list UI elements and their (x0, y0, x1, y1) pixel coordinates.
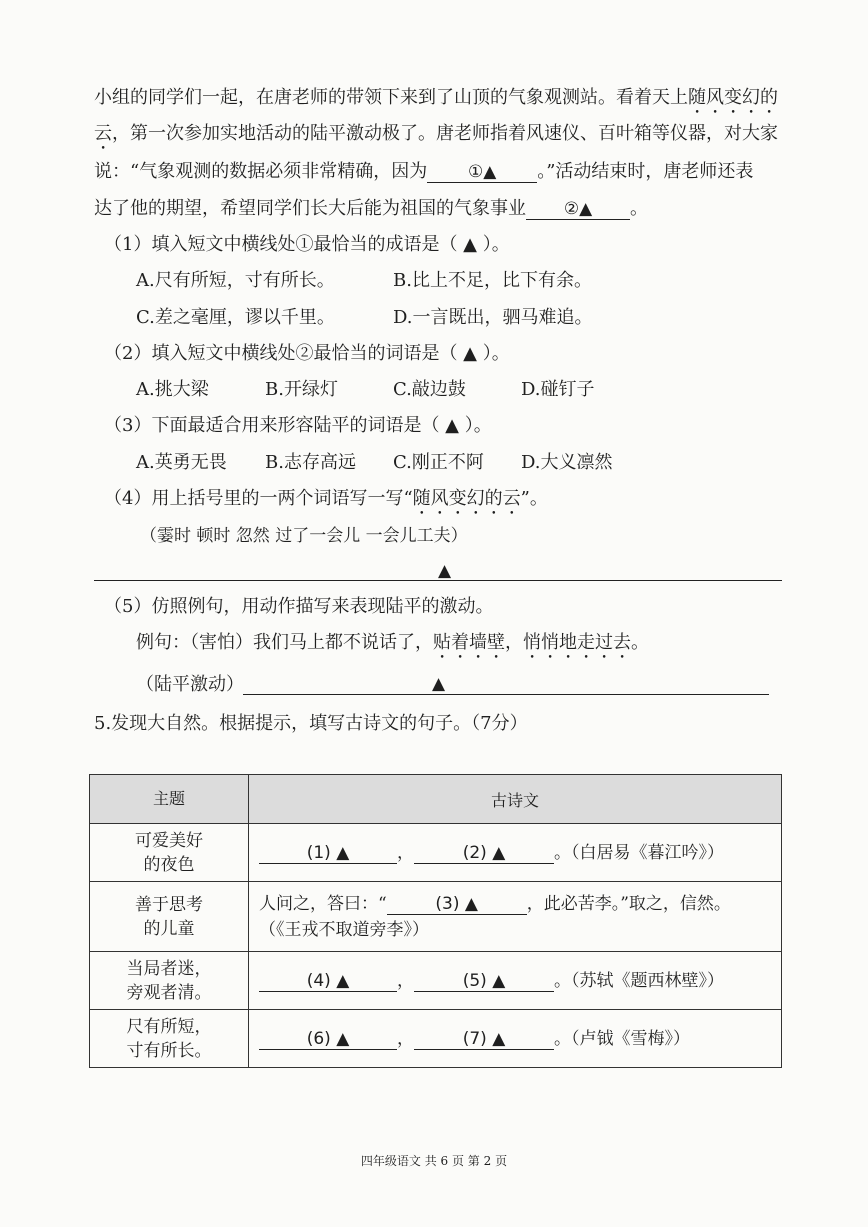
fill-blank: (2) ▲ (414, 843, 554, 864)
q2-stem: （2）填入短文中横线处②最恰当的词语是（ ▲ ）。 (104, 343, 510, 364)
q5-prompt: （陆平激动） (136, 674, 244, 695)
q5-stem: （5）仿照例句，用动作描写来表现陆平的激动。 (104, 596, 494, 617)
poetry-table (89, 774, 782, 1068)
poem-cell: (1) ▲ ， (2) ▲ 。（白居易《暮江吟》） (249, 824, 782, 882)
q2-option-b: B.开绿灯 (265, 379, 338, 400)
q4-word-list: （霎时 顿时 忽然 过了一会儿 一会儿工夫） (140, 526, 468, 546)
q2-option-d: D.碰钉子 (521, 379, 595, 400)
table-row (90, 952, 782, 1010)
poem-cell: (6) ▲ ， (7) ▲ 。（卢钺《雪梅》） (249, 1010, 782, 1068)
q1-option-b: B.比上不足，比下有余。 (393, 270, 592, 291)
q1-stem: （1）填入短文中横线处①最恰当的成语是（ ▲ ）。 (104, 234, 510, 255)
poem-cell: (4) ▲ ， (5) ▲ 。（苏轼《题西林壁》） (249, 952, 782, 1010)
fill-blank: (3) ▲ (387, 894, 527, 915)
q5-answer-line (243, 694, 769, 695)
theme-cell: 当局者迷， 旁观者清。 (90, 952, 249, 1010)
table-row (90, 882, 782, 952)
header-theme: 主题 (90, 775, 249, 824)
dotted-phrase: 悄悄地走过去 (523, 632, 631, 653)
poem-cell: 人问之，答曰：“ (3) ▲ ，此必苦李。”取之，信然。 （《王戎不取道旁李》） (249, 882, 782, 952)
table-row (90, 1010, 782, 1068)
fill-blank: (6) ▲ (259, 1029, 397, 1050)
passage-line-3: 说：“气象观测的数据必须非常精确，因为 ①▲ 。”活动结束时，唐老师还表 (94, 161, 754, 182)
dotted-phrase: 贴着墙壁 (433, 632, 505, 653)
theme-cell: 尺有所短， 寸有所长。 (90, 1010, 249, 1068)
q4-stem: （4）用上括号里的一两个词语写一写“随风变幻的云”。 (104, 488, 548, 509)
fill-blank: (4) ▲ (259, 971, 397, 992)
fill-blank: (5) ▲ (414, 971, 554, 992)
fill-blank: (7) ▲ (414, 1029, 554, 1050)
q4-answer-mark: ▲ (438, 561, 452, 581)
q5-answer-mark: ▲ (432, 674, 446, 694)
q3-option-d: D.大义凛然 (521, 452, 613, 473)
dotted-phrase: 随风变幻的 (688, 87, 778, 108)
q3-option-a: A.英勇无畏 (136, 452, 227, 473)
q1-option-a: A.尺有所短，寸有所长。 (136, 270, 335, 291)
header-poem: 古诗文 (249, 775, 782, 824)
q5-example: 例句：（害怕）我们马上都不说话了，贴着墙壁，悄悄地走过去。 (136, 632, 649, 653)
table-header-row (90, 775, 782, 824)
table-row (90, 824, 782, 882)
dotted-phrase: 随风变幻的云 (412, 488, 521, 509)
passage-line-2: 云，第一次参加实地活动的陆平激动极了。唐老师指着风速仪、百叶箱等仪器，对大家 (94, 123, 778, 144)
blank-1: ①▲ (427, 162, 537, 183)
theme-cell: 可爱美好 的夜色 (90, 824, 249, 882)
q3-option-b: B.志存高远 (265, 452, 356, 473)
q2-option-a: A.挑大梁 (136, 379, 209, 400)
q4-answer-line (94, 580, 782, 581)
q3-stem: （3）下面最适合用来形容陆平的词语是（ ▲ ）。 (104, 415, 492, 436)
q1-option-d: D.一言既出，驷马难追。 (393, 307, 593, 328)
blank-2: ②▲ (526, 199, 630, 220)
section-5-title: 5.发现大自然。根据提示，填写古诗文的句子。（7分） (94, 713, 528, 734)
passage-line-1: 小组的同学们一起，在唐老师的带领下来到了山顶的气象观测站。看着天上随风变幻的 (94, 87, 778, 108)
q3-option-c: C.刚正不阿 (393, 452, 484, 473)
page-footer: 四年级语文 共 6 页 第 2 页 (360, 1154, 508, 1168)
fill-blank: (1) ▲ (259, 843, 397, 864)
q1-option-c: C.差之毫厘，谬以千里。 (136, 307, 335, 328)
theme-cell: 善于思考 的儿童 (90, 882, 249, 952)
passage-line-4: 达了他的期望，希望同学们长大后能为祖国的气象事业 ②▲ 。 (94, 198, 648, 219)
q2-option-c: C.敲边鼓 (393, 379, 466, 400)
dotted-phrase: 云 (94, 123, 112, 144)
